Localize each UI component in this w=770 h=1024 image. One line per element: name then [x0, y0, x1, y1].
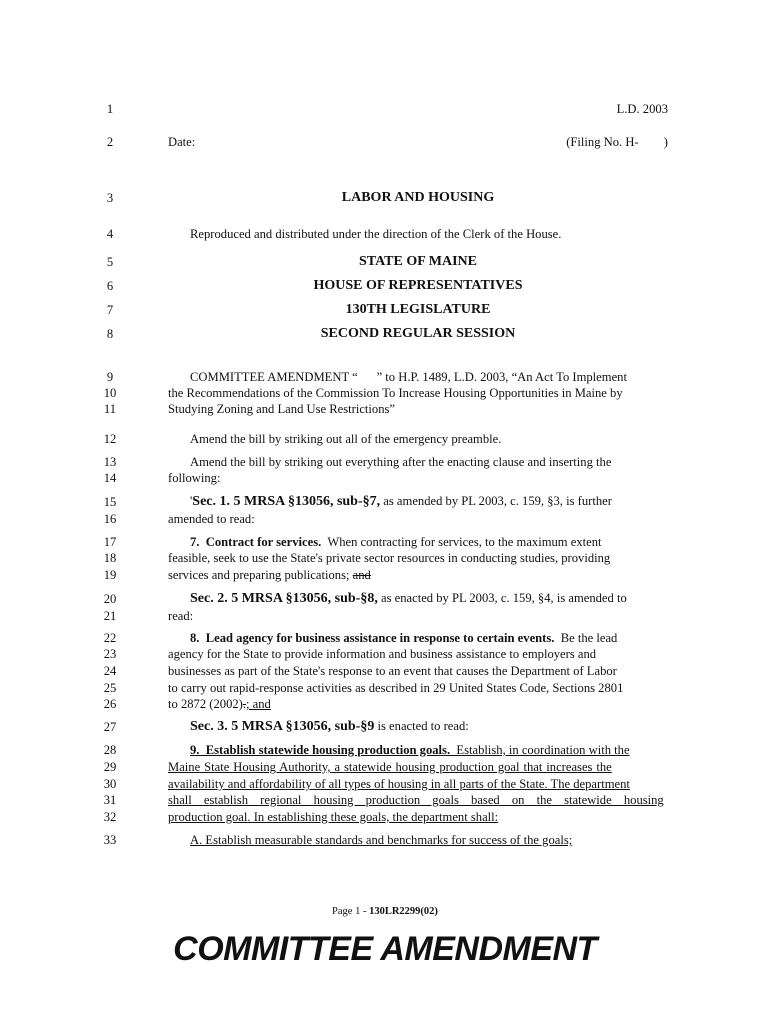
line-number: 11: [103, 402, 117, 416]
line-number: 30: [103, 777, 117, 791]
following-text: following:: [168, 471, 221, 485]
paragraph-9-line-31: shall establish regional housing production goals based on the statewide housing: [168, 793, 664, 807]
page-footer: [0, 906, 770, 917]
open-quote: ': [190, 494, 193, 508]
section-1-heading: [168, 494, 690, 510]
line-number: 18: [103, 551, 117, 565]
line-number: 5: [106, 255, 114, 269]
section-2-title: Sec. 2. 5 MRSA §13056, sub-§8,: [190, 591, 378, 606]
paragraph-8-line-26: [168, 697, 668, 712]
paragraph-8-line-23: agency for the State to provide information and business assistance to employers and: [168, 647, 597, 661]
page-number: [332, 906, 438, 917]
paragraph-8-line-25: to carry out rapid-response activities as described in 29 United States Code, Sections 2801: [168, 681, 624, 695]
line-number: 10: [103, 386, 117, 400]
line-number: 23: [103, 647, 117, 661]
paragraph-9-line-28: [168, 743, 690, 758]
title-session: SECOND REGULAR SESSION: [320, 326, 516, 341]
title-house: HOUSE OF REPRESENTATIVES: [313, 278, 523, 293]
line-number: 28: [103, 743, 117, 757]
section-3-text: is enacted to read:: [374, 719, 469, 733]
date-label: Date:: [168, 135, 196, 149]
section-1-text: as amended by PL 2003, c. 159, §3, is further: [380, 494, 612, 508]
paragraph-9-line-32: production goal. In establishing these goals, the department shall:: [168, 810, 499, 824]
paragraph-9-item-a: A. Establish measurable standards and benchmarks for success of the goals;: [190, 833, 573, 847]
title-legislature: 130TH LEGISLATURE: [345, 302, 491, 317]
line-number: 6: [106, 279, 114, 293]
amendment-line-9: COMMITTEE AMENDMENT “ ” to H.P. 1489, L.D. 2003, “An Act To Implement: [190, 370, 627, 384]
line-number: 25: [103, 681, 117, 695]
paragraph-7-line-17: [168, 535, 690, 550]
section-2-text: as enacted by PL 2003, c. 159, §4, is amended to: [377, 591, 627, 605]
line-number: 19: [103, 568, 117, 582]
line-number: 9: [106, 370, 114, 384]
line-number: 13: [103, 455, 117, 469]
committee-name: LABOR AND HOUSING: [341, 190, 495, 205]
title-state: STATE OF MAINE: [359, 254, 477, 269]
strike-preamble-text: Amend the bill by striking out all of the emergency preamble.: [190, 432, 502, 446]
struck-text: .: [242, 697, 247, 711]
line-number: 31: [103, 793, 117, 807]
section-2-heading: [168, 591, 690, 607]
line-number: 17: [103, 535, 117, 549]
page-label: Page 1 -: [332, 906, 370, 917]
amendment-line-10: the Recommendations of the Commission To Increase Housing Opportunities in Maine by: [168, 386, 623, 400]
filing-number: (Filing No. H- ): [566, 135, 668, 149]
paragraph-8-line-22: [168, 631, 690, 646]
line-number: 12: [103, 432, 117, 446]
line-number: 3: [106, 191, 114, 205]
line-number: 7: [106, 303, 114, 317]
paragraph-9-text: Establish, in coordination with the: [450, 743, 630, 757]
lr-number: 130LR2299(02): [369, 906, 438, 917]
reproduced-notice: Reproduced and distributed under the direction of the Clerk of the House.: [190, 227, 562, 241]
section-1-line-16: amended to read:: [168, 512, 255, 526]
strike-everything-text: Amend the bill by striking out everything after the enacting clause and inserting the: [190, 455, 612, 469]
paragraph-7-text: When contracting for services, to the maximum extent: [321, 535, 602, 549]
line-number: 8: [106, 327, 114, 341]
document-type-banner: COMMITTEE AMENDMENT: [173, 930, 597, 968]
section-3-title: Sec. 3. 5 MRSA §13056, sub-§9: [190, 719, 375, 734]
line-number: 24: [103, 664, 117, 678]
paragraph-7-line-19: [168, 568, 668, 583]
line-number: 29: [103, 760, 117, 774]
line-number: 33: [103, 833, 117, 847]
line-number: 26: [103, 697, 117, 711]
line-number: 27: [103, 720, 117, 734]
paragraph-7-text-19: services and preparing publications;: [168, 568, 350, 582]
paragraph-8-text-26: to 2872 (2002): [168, 697, 243, 711]
line-number: 2: [106, 135, 114, 149]
paragraph-8-title: 8. Lead agency for business assistance in response to certain events.: [190, 631, 555, 645]
line-number: 32: [103, 810, 117, 824]
section-3-heading: [168, 719, 690, 735]
line-number: 4: [106, 227, 114, 241]
line-number: 22: [103, 631, 117, 645]
paragraph-9-line-30: availability and affordability of all types of housing in all parts of the State. The department: [168, 777, 630, 791]
ld-number: L.D. 2003: [616, 102, 668, 116]
paragraph-7-line-18: feasible, seek to use the State's private sector resources in conducting studies, providing: [168, 551, 611, 565]
line-number: 21: [103, 609, 117, 623]
paragraph-8-line-24: businesses as part of the State's response to an event that causes the Department of Labor: [168, 664, 617, 678]
added-text: ; and: [246, 697, 271, 711]
paragraph-9-line-29: Maine State Housing Authority, a statewide housing production goal that increases the: [168, 760, 612, 774]
line-number: 1: [106, 102, 114, 116]
amendment-line-11: Studying Zoning and Land Use Restrictions”: [168, 402, 396, 416]
paragraph-8-text: Be the lead: [554, 631, 618, 645]
line-number: 20: [103, 592, 117, 606]
struck-text: and: [352, 568, 371, 582]
section-1-title: Sec. 1. 5 MRSA §13056, sub-§7,: [192, 494, 381, 509]
paragraph-7-title: 7. Contract for services.: [190, 535, 322, 549]
section-2-line-21: read:: [168, 609, 194, 623]
paragraph-9-title: 9. Establish statewide housing production goals.: [190, 743, 451, 757]
line-number: 16: [103, 512, 117, 526]
line-number: 15: [103, 495, 117, 509]
line-number: 14: [103, 471, 117, 485]
